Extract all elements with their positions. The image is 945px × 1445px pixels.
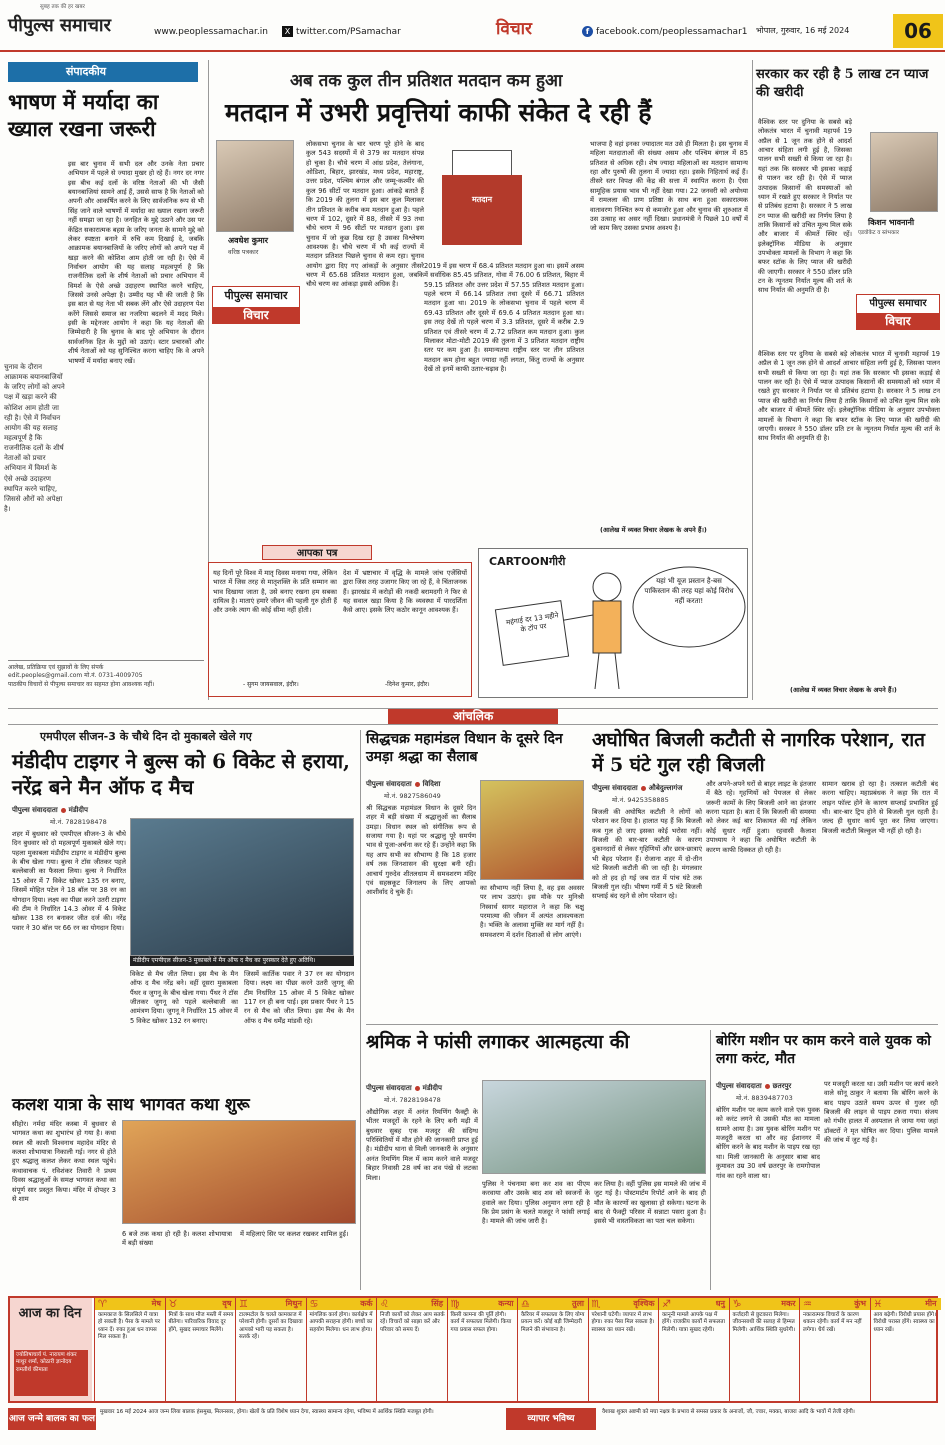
sports-caption: मंडीदीप एमपीएल सीजन-3 मुकाबले में मैन ऑफ द मैच का पुरस्कार देते हुए अतिथि। [130, 956, 354, 966]
masthead-logo: पीपुल्स समाचार [8, 15, 111, 36]
dot-icon [641, 786, 646, 791]
sports-body: शहर में बुधवार को एमपीएल सीजन-3 के चौथे दिन बुधवार को दो महत्वपूर्ण मुकाबले खेले गए। पहला मुकाबला मंडीदीप टाइगर व मंडीदीप बुल्स के बीच खेला गया। बुल्स ने टॉस जीतकर पहले बल्लेबाजी का फैसला लिया। बुल्स ने निर्धारित 15 ओवर में 7 विकेट खोकर 135 रन बनाए, जिसमें मोहित पटेल ने 18 बॉल पर 38 रन का योगदान दिया। लक्ष्य का पीछा करने उतरी टाइगर की टीम ने निर्धारित 14.3 ओवर में 4 विकेट खोकर 138 रन बनाकर जीत दर्ज की। नरेंद्र पवार ने 30 बॉल पर 66 रन का योगदान दिया। [12, 830, 126, 932]
suicide-credit [366, 1084, 442, 1093]
power-credit [592, 784, 682, 793]
rashi-text: कामकाज के सिलसिले में यात्रा हो सकती है। पैसा के मामले पर ध्यान दें। रुका हुआ धन वापस मिल सकता है। [98, 1312, 160, 1341]
siddhachakra-body: श्री सिद्धचक्र महामंडल विधान के दूसरे दिन शहर में बड़ी संख्या में श्रद्धालुओं का सैलाब उमड़ा। विधान स्थल को संगीतिक रूप से सजाया गया है। यहां पर श्रद्धालु पूरे समर्पण भाव से पूजा-अर्चना कर रहे हैं। उन्होंने कहा कि यह आप सभी का सौभाग्य है कि 18 हजार वर्ष तक जिनशासन की सुरक्षा बनी रही। आचार्य गुरुदेव शीतलधाम में समवशरण मंदिर एवं सहस्रकूट जिनालय के लिए आपको आशीर्वाद दे चुके हैं। [366, 804, 476, 897]
rashi-symbol-icon: ♎ [521, 1299, 530, 1310]
kalash-body-3: में महिलाएं सिर पर कलश रखकर शामिल हुईं। [240, 1230, 349, 1238]
rashi-12 [870, 1298, 941, 1401]
rashi-symbol-icon: ♊ [239, 1299, 248, 1310]
masthead [0, 0, 945, 52]
siddhachakra-headline: सिद्धचक्र महामंडल विधान के दूसरे दिन उमड़ा श्रद्धा का सैलाब [366, 731, 563, 766]
rashi-text: आय बढ़ेगी। विरोधी प्रयास होंगे। विरोधी परास्त होंगे। स्वास्थ्य का ध्यान रखें। [873, 1312, 937, 1333]
boring-credit-name: पीपुल्स संवाददाता [716, 1082, 762, 1090]
rashi-text: किसी कामना की पूर्ति होगी। कार्य में सफलता मिलेगी। किया गया प्रयास सफल होगा। [450, 1312, 512, 1333]
dot-icon [61, 808, 66, 813]
sports-body-2: विकेट से मैच जीत लिया। इस मैच के मैन ऑफ द मैच नरेंद्र बने। वहीं दूसरा मुकाबला पैंथर व जुगनू के बीच खेला गया। पैंथर ने टॉस जीतकर जुगनू को पहले बल्लेबाजी का आमंत्रण दिया। जुगनू ने निर्धारित 15 ओवर में 5 विकेट खोकर 132 रन बनाए। [130, 970, 238, 1025]
sports-credit-place: मंडीदीप [68, 806, 88, 814]
boring-headline: बोरिंग मशीन पर काम करने वाले युवक को लगा करंट, मौत [716, 1033, 931, 1068]
author-name: अवधेश कुमार [228, 236, 268, 245]
rashi-text: कैरियर में सफलता के लिए योग्य प्रयत्न करें। कोई बड़ी जिम्मेदारी मिलने की संभावना है। [521, 1312, 585, 1333]
suicide-photo [482, 1080, 706, 1174]
siddhachakra-body-2: का सौभाग्य नहीं लिया है, वह इस अवसर पर लाभ उठाएं। इस मौके पर मुनिश्री निस्वार्थ सागर महाराज ने कहा कि चक्षु परमात्मा की जीवन में अत्यंत आवश्यकता है। भक्ति के अलावा मुक्ति का मार्ग नहीं है। समवशरण में दर्शन दिशाओं से लोग आएंगे। [480, 884, 584, 939]
suicide-body-3: कर लिया है। वहीं पुलिस इस मामले की जांच में जुट गई है। पोस्टमार्टम रिपोर्ट आने के बाद ही मौत के कारणों का खुलासा हो सकेगा। घटना के बाद से फैक्ट्री परिसर में सन्नाटा पसरा हुआ है। इससे भी वास्तविकता का पता चल सकेगा। [594, 1180, 706, 1226]
power-body: बिजली की अघोषित कटौती ने लोगों को परेशान कर दिया है। हालात यह हैं कि बिजली कब गुल हो जाए इसका कोई भरोसा नहीं। बिजली की बार-बार कटौती के कारण दुकानदारों से लेकर गृहिणियों और छात्र-छात्राएं भी बेहद परेशान हैं। रोजाना शहर में दो-तीन घंटे बिजली कटौती की जा रही है। मंगलवार को तो हद हो गई जब रात में पांच घंटे तक बिजली गुल रही। भीषण गर्मी में 5 घंटे बिजली सप्लाई बंद रहने से लोग परेशान रहे। [592, 808, 702, 901]
suicide-body-2: पुलिस ने पंचनामा बना कर शव का पीएम करवाया और उसके बाद शव को स्वजनों के हवाले कर दिया। पुलिस अनुमान लगा रही है कि प्रेम प्रसंग के चलते मजदूर ने फांसी लगाई है। मामले की जांच जारी है। [482, 1180, 590, 1226]
dot-icon [415, 782, 420, 787]
rashi-name: वृश्चिक [589, 1298, 659, 1310]
rashi-11 [799, 1298, 870, 1401]
boring-mobile: मो.नं. 8839487703 [736, 1094, 793, 1102]
rashi-9 [658, 1298, 729, 1401]
kalash-photo [122, 1120, 356, 1224]
vichar-logo-right-label: विचार [857, 313, 939, 329]
letter-1-author: - सुगम जायसवाल, इंदौर। [243, 681, 299, 688]
boring-body: बोरिंग मशीन पर काम करने वाले एक युवक को करंट लगने से उसकी मौत का मामला सामने आया है। उस युवक बोरिंग मशीन पर मजदूरी करता था और वह ईशानगर में बोरिंग करने के बाद मशीन के पाइप रख रहा था। मिली जानकारी के अनुसार बाबा बाद कुमावत उम्र 30 वर्ष छतरपुर के रामगोपाल गांव का रहने वाला था। [716, 1106, 820, 1180]
rashi-symbol-icon: ♒ [803, 1299, 812, 1310]
siddhachakra-credit-place: विदिशा [422, 780, 441, 788]
rashi-7 [517, 1298, 588, 1401]
rashi-text: कर्जदारी से छुटकारा मिलेगा। जीवनसाथी की सलाह से हिम्मत मिलेगी। आर्थिक स्थिति सुधरेगी। [732, 1312, 796, 1333]
right-headline: सरकार कर रही है 5 लाख टन प्याज की खरीदी [756, 67, 929, 101]
issue-date: भोपाल, गुरुवार, 16 मई 2024 [756, 26, 850, 35]
rashi-3 [235, 1298, 306, 1401]
suicide-headline: श्रमिक ने फांसी लगाकर आत्महत्या की [366, 1031, 630, 1053]
kalash-headline: कलश यात्रा के साथ भागवत कथा शुरू [12, 1095, 250, 1115]
rashi-name: वृष [166, 1298, 236, 1310]
rashi-symbol-icon: ♈ [98, 1299, 107, 1310]
editorial-side-quote: चुनाव के दौरान आक्रामक बयानबाजियों के जरिए लोगों को अपने पक्ष में खड़ा करने की कोशिश आम होती जा रही है। ऐसे में निर्वाचन आयोग की यह सलाह महत्वपूर्ण है कि राजनीतिक दलों के शीर्ष नेताओं को प्रचार अभियान में विमर्श के ऐसे अच्छे उदाहरण स्थापित करने चाहिए, जिससे औरों को अपेक्षा है। [4, 363, 65, 513]
vichar-logo-right [856, 294, 940, 330]
rashi-symbol-icon: ♓ [873, 1299, 883, 1310]
rashi-1 [94, 1298, 165, 1401]
editorial-footer: आलेख, प्रतिक्रिया एवं सुझावों के लिए संपर्क edit.peoples@gmail.com मो.नं. 0731-4009705 पाठकीय विचारों से पीपुल्स समाचार का सहमत होना आवश्यक नहीं। [8, 660, 204, 689]
rashi-name: मेष [95, 1298, 165, 1310]
author-photo [216, 140, 294, 232]
sports-photo [130, 818, 354, 956]
rashi-text: मित्रों के साथ मौज मस्ती में समय बीतेगा। पारिवारिक विवाद दूर होंगे, सुखद समाचार मिलेंगे। [168, 1312, 234, 1333]
vichar-logo [212, 286, 300, 324]
trade-label: व्यापार भविष्य [506, 1408, 596, 1430]
rashi-text: टालमटोल के चलते कामकाज में परेशानी होगी। दूसरों का दिखावा आपको भारी पड़ सकता है। सतर्क रहें। [239, 1312, 303, 1341]
dot-icon [415, 1086, 420, 1091]
author-photo-right [870, 132, 938, 212]
x-icon: X [282, 26, 293, 37]
facebook-handle: facebook.com/peoplessamachar1 [596, 27, 748, 37]
editorial-headline: भाषण में मर्यादा का ख्याल रखना जरूरी [8, 89, 159, 142]
cartoon-title: CARTOONगीरी [489, 555, 566, 568]
page-number: 06 [893, 14, 943, 48]
editorial-body: इस बार चुनाव में सभी दल और उनके नेता प्रचार अभियान में पहले से ज्यादा मुखर हो रहे हैं। नगर दर नगर इस बीच कई दलों के वरिष्ठ नेताओं की भी जैसी बयानबाजियां सामने आई हैं, उससे साफ है कि नेताओं को अपनी और आकर्षित करने के लिए सार्वजनिक रूप से भी सिंह जाने वाले भाषणों में मर्यादा का ख्याल रखना जरूरी नहीं समझा जा रहा है। जनहित के मुद्दे उठाने और उस पर केंद्रित सकारात्मक बहस के जरिए जनता के सामने मुद्दे को लेकर स्पष्टता बनाने में रुचि कम दिखाई दे, जबकि आक्रामक बयानबाजियों के जरिए लोगों को अपने पक्ष में खड़ा करने की कोशिश आम होती जा रही है। ऐसे में निर्वाचन आयोग की यह सलाह महत्वपूर्ण है कि राजनीतिक दलों के शीर्ष नेताओं को प्रचार अभियान में विमर्श के ऐसे अच्छे उदाहरण स्थापित करने चाहिए, जिससे उनसे अपेक्षा है। उम्मीद यह भी की जाती है कि इस बात से यह नेता भी सबक लेंगे और ऐसे उदाहरण पेश करेंगे जिससे समाज का नजरिया बदलने में मदद मिले। इसी के मद्देनजर आयोग ने कहा कि यह नेताओं की जिम्मेदारी है कि चुनाव के बाद पूरे अभियान के दौरान सार्वजनिक हित के मुद्दों को उठाएं। स्टार प्रचारकों और शीर्ष नेताओं को यह सुनिश्चित करना चाहिए कि वे अपने भाषणों में मर्यादा बनाए रखें। [68, 160, 204, 365]
bottom-strip [8, 1408, 938, 1430]
sports-credit-name: पीपुल्स संवाददाता [12, 806, 58, 814]
letters-title: आपका पत्र [262, 545, 372, 560]
rashi-text: कानूनी मामले आपके पक्ष में होंगे। राजकीय कार्यों में सफलता मिलेगी। यात्रा सुखद रहेगी। [662, 1312, 725, 1333]
facebook-icon: f [582, 26, 593, 37]
sports-credit [12, 806, 88, 815]
siddhachakra-credit [366, 780, 440, 789]
rashi-text: नकारात्मक विचारों के कारण थकान रहेगी। कार्य में मन नहीं लगेगा। धैर्य रखें। [803, 1312, 862, 1333]
rashi-text: निजी कार्यों को लेकर आप सतर्क रहें। विचारों को साझा करें और परिवार को समय दें। [380, 1312, 445, 1333]
twitter-handle: twitter.com/PSamachar [296, 27, 401, 37]
main-kicker: अब तक कुल तीन प्रतिशत मतदान कम हुआ [290, 71, 563, 91]
author-role: वरिष्ठ पत्रकार [228, 248, 259, 256]
main-col-3: भाजपा है वहां इनका ज्यादातर मत उसे ही मिलता है। इस चुनाव में महिला मतदाताओं की संख्या असम और पश्चिम बंगाल में 85 प्रतिशत से अधिक रही। शेष ज्यादा महिलाओं का मतदान सामान्य रहा और पुरुषों की तुलना में ज्यादा रहा। इसके निहितार्थ कई हैं। तीसरे स्तर विपक्ष की केंद्र की सत्ता में स्थापित करना है। ऐसा सामूहिक प्रयास भाव भी नहीं देखा गया। 22 जनवरी को अयोध्या में रामलला की प्राण प्रतिष्ठा के साथ बना हुआ सकारात्मक वातावरण निश्चित रूप से कमजोर हुआ और चुनाव की शुरुआत में उस उत्साह का असर नहीं दिखा। प्रधानमंत्री ने पिछले 10 वर्षों में जो काम किए उसका प्रभाव अवश्य है। [590, 140, 748, 233]
website-link[interactable]: www.peoplessamachar.in [154, 27, 268, 37]
aaj-ka-din-detail: ज्योतिषाचार्य पं. नारायण शंकर माथुर शर्मा, कोठारी ज्ञानोदय रामतीर्थ कीमाता [14, 1350, 88, 1396]
rashi-name: मिथुन [236, 1298, 306, 1310]
boring-credit-place: छतरपुर [772, 1082, 792, 1090]
suicide-mobile: मो.नं. 7828198478 [384, 1096, 441, 1104]
rashi-5 [376, 1298, 447, 1401]
rashi-6 [447, 1298, 518, 1401]
rashi-symbol-icon: ♏ [591, 1299, 601, 1310]
editorial-label: संपादकीय [8, 62, 198, 82]
main-col-3-end: (आलेख में व्यक्त विचार लेखक के अपने हैं।) [600, 526, 707, 534]
rashi-2 [165, 1298, 236, 1401]
siddhachakra-mobile: मो.नं. 9827586049 [384, 792, 441, 800]
ballot-box-illustration [432, 140, 532, 260]
right-body-cont: वैश्विक स्तर पर दुनिया के सबसे बड़े लोकतंत्र भारत में चुनावी महापर्व 19 अप्रैल से 1 जून तक होने से आदर्श आचार संहिता लगी हुई है, जिसका पालन सभी सख्ती से किया जा रहा है। यहां तक कि सरकार भी इसका कड़ाई से पालन कर रही है। ऐसे में प्याज उत्पादक किसानों की समस्याओं को ध्यान में रखते हुए सरकार ने निर्यात पर से प्रतिबंध हटाया है। सरकार ने 5 लाख टन प्याज की खरीदी का निर्णय लिया है ताकि किसानों को उचित मूल्य मिल सके और बाजार में कीमतें स्थिर रहें। इलेक्ट्रॉनिक मीडिया के अनुसार उपभोक्ता मामलों के विभाग ने कहा कि बफर स्टॉक के लिए प्याज की खरीदी की जाएगी। सरकार ने 550 डॉलर प्रति टन के न्यूनतम निर्यात मूल्य की शर्त के साथ निर्यात की अनुमति दी है। [758, 350, 940, 443]
birth-text: मुखवार 16 मई 2024 आज जन्म लिया बालक हंसमुख, मिलनसार, होगा। खेलों के प्रति विशेष ध्यान देगा, स्वास्थ्य सामान्य रहेगा, भविष्य में आर्थिक स्थिति मजबूत होगी। [100, 1409, 434, 1415]
kalash-body: सीहोर। नर्मदा मंदिर कस्बा में बुधवार से भागवत कथा का शुभारंभ हो गया है। कथा स्थल श्री काशी विश्वनाथ महादेव मंदिर से कलश शोभायात्रा निकाली गई। नगर से होते हुए श्रद्धालु कलश लेकर कथा स्थल पहुंचे। कथावाचक पं. रविशंकर तिवारी ने प्रथम दिवस श्रद्धालुओं के समक्ष भागवत कथा का संपूर्ण सार प्रस्तुत किया। मंदिर में दोपहर 3 से शाम [12, 1120, 116, 1203]
sports-headline: मंडीदीप टाइगर ने बुल्स को 6 विकेट से हराया, नरेंद्र बने मैन ऑफ द मैच [12, 749, 350, 799]
suicide-body: औद्योगिक शहर में अनंत रिमणिंग फैक्ट्री के भीतर मजदूरों के रहने के लिए बनी मढ़ी में बुधवार सुबह एक मजदूर की संदिग्ध परिस्थितियों में मौत होने की जानकारी प्राप्त हुई है। मंडीदीप थाना से मिली जानकारी के अनुसार अनंत रिमणिंग मिल में काम करने वाले मजदूर बिहार निवासी 28 वर्ष का शव पंखे से लटका मिला। [366, 1108, 478, 1182]
column-rule [710, 1030, 711, 1290]
letter-2-author: -दिनेश कुमार, इंदौर। [385, 681, 430, 688]
section-bar [8, 708, 938, 725]
rashi-name: मीन [871, 1298, 941, 1310]
right-end: (आलेख में व्यक्त विचार लेखक के अपने हैं।) [790, 686, 897, 694]
twitter-link[interactable] [282, 26, 401, 38]
cartoon-box [478, 548, 748, 698]
rashi-name: कुंभ [800, 1298, 870, 1310]
masthead-tagline: सुबह तक की हर खबर [40, 4, 85, 10]
sports-mobile: मो.नं. 7828198478 [50, 818, 107, 826]
trade-text: वैशाख शुक्ल अष्टमी को मघा नक्षत्र के प्रभाव से समस्त प्रकार के अनाजों, जौ, ज्वार, मक्का, बाजरा आदि के भावों में तेजी रहेगी। [602, 1409, 855, 1415]
horoscope-panel [8, 1296, 938, 1403]
power-credit-name: पीपुल्स संवाददाता [592, 784, 638, 792]
dot-icon [765, 1084, 770, 1089]
rashi-name: धनु [659, 1298, 729, 1310]
main-col-2: 2019 में इस चरण में 68.4 प्रतिशत मतदान हुआ था। इसमें असम में सर्वाधिक 85.45 प्रतिशत, गोवा में 76.00 6 प्रतिशत, बिहार में 59.15 प्रतिशत और उत्तर प्रदेश में 57.55 प्रतिशत मतदान हुआ। पहले चरण में 66.14 प्रतिशत तथा दूसरे में 66.71 प्रतिशत मतदान हुआ था। 2019 के लोकसभा चुनाव में पहले चरण में 69.43 प्रतिशत और दूसरे में 69.6 4 प्रतिशत मतदान हुआ था। इस तरह देखें तो पहले चरण में 3.3 प्रतिशत, दूसरे में करीब 2.9 प्रतिशत एवं तीसरे चरण में 2.72 प्रतिशत कम मतदान हुआ। कुल मिलाकर मोटा-मोटी 2019 की तुलना में 3 प्रतिशत मतदान राष्ट्रीय स्तर पर कम हुआ है। समान्यतया राष्ट्रीय स्तर पर तीन प्रतिशत मतदान कम होना बहुत ज्यादा नहीं लगता, किंतु राज्यों के अनुसार देखें तो इनमें काफी उतार-चढ़ाव है। [424, 262, 584, 373]
rashi-10 [729, 1298, 800, 1401]
siddhachakra-photo [480, 780, 584, 880]
right-author-role: एडवोकेट व स्तंभकार [858, 230, 900, 236]
vichar-logo-label: विचार [213, 307, 299, 323]
vichar-logo-right-title: पीपुल्स समाचार [869, 298, 927, 309]
rashi-symbol-icon: ♉ [168, 1299, 178, 1310]
cartoon-sign: महंगाई दर 13 महीने के टॉप पर [505, 611, 559, 635]
main-col-1: लोकसभा चुनाव के चार चरण पूरे होने के बाद कुल 543 सदस्यों में से 379 का मतदान संपन्न हो चुका है। चौथे चरण में आंध्र प्रदेश, तेलंगाना, ओडिशा, बिहार, झारखंड, मध्य प्रदेश, महाराष्ट्र, उत्तर प्रदेश, पश्चिम बंगाल और जम्मू-कश्मीर की कुल 96 सीटों पर मतदान हुआ। आंकड़े बताते हैं कि 2019 की तुलना में इस बार कुल मिलाकर तीन प्रतिशत के करीब कम मतदान हुआ है। पहले चरण में 102, दूसरे में 88, तीसरे में 93 तथा चौथे चरण में 96 सीटों पर मतदान हुआ। इस चुनाव में जो कुछ दिख रहा है उसका विश्लेषण आवश्यक है। चौथे चरण में भी कई राज्यों में मतदान प्रतिशत पिछले चुनाव से कम रहा। चुनाव आयोग द्वारा दिए गए आंकड़ों के अनुसार तीसरे चरण में 65.68 प्रतिशत मतदान हुआ, जबकि चौथे चरण का आंकड़ा इससे अधिक है। [306, 140, 424, 289]
letters-box [208, 562, 472, 697]
right-body: वैश्विक स्तर पर दुनिया के सबसे बड़े लोकतंत्र भारत में चुनावी महापर्व 19 अप्रैल से 1 जून तक होने से आदर्श आचार संहिता लगी हुई है, जिसका पालन सभी सख्ती से किया जा रहा है। यहां तक कि सरकार भी इसका कड़ाई से पालन कर रही है। ऐसे में प्याज उत्पादक किसानों की समस्याओं को ध्यान में रखते हुए सरकार ने निर्यात पर से प्रतिबंध हटाया है। सरकार ने 5 लाख टन प्याज की खरीदी का निर्णय लिया है ताकि किसानों को उचित मूल्य मिल सके और बाजार में कीमतें स्थिर रहें। इलेक्ट्रॉनिक मीडिया के अनुसार उपभोक्ता मामलों के विभाग ने कहा कि बफर स्टॉक के लिए प्याज की खरीदी की जाएगी। सरकार ने 550 डॉलर प्रति टन के न्यूनतम निर्यात मूल्य की शर्त के साथ निर्यात की अनुमति दी है। [758, 118, 852, 295]
rashi-name: कन्या [448, 1298, 518, 1310]
column-rule [752, 60, 753, 700]
rashi-8 [588, 1298, 659, 1401]
rashi-symbol-icon: ♌ [380, 1299, 389, 1310]
power-credit-place: औबेदुल्लागंज [648, 784, 683, 792]
birth-label: आज जन्मे बालक का फल [8, 1408, 96, 1430]
rashi-text: मांगलिक कार्य होगा। कार्यक्षेत्र में आपकी सराहना होगी। बच्चों का सहयोग मिलेगा। धन लाभ होगा। [309, 1312, 373, 1333]
suicide-credit-name: पीपुल्स संवाददाता [366, 1084, 412, 1092]
rashi-symbol-icon: ♐ [662, 1299, 671, 1310]
ballot-box [442, 175, 522, 245]
vichar-logo-title: पीपुल्स समाचार [224, 289, 288, 302]
column-rule [360, 730, 361, 1290]
rashi-4 [306, 1298, 377, 1401]
letter-1: यह दिनों पूरे विश्व में मातृ दिवस मनाया गया, लेकिन भारत में जिस तरह से मातृशक्ति के प्रति सम्मान का भाव दिखाया जाता है, उसे बनाए रखना हम सबका दायित्व है। माताएं हमारे जीवन की पहली गुरु होती हैं और उनके त्याग की कोई सीमा नहीं होती। [213, 569, 337, 615]
ballot-label: मतदान [471, 195, 493, 204]
aaj-ka-din-title: आज का दिन [18, 1306, 82, 1321]
rashi-symbol-icon: ♋ [309, 1299, 319, 1310]
rashi-text: परेशानी घटेगी। व्यापार में लाभ होगा। रुका पैसा मिल सकता है। स्वास्थ्य का ध्यान रखें। [591, 1312, 655, 1333]
facebook-link[interactable] [582, 26, 748, 38]
suicide-credit-place: मंडीदीप [422, 1084, 442, 1092]
siddhachakra-credit-name: पीपुल्स संवाददाता [366, 780, 412, 788]
power-body-3: सामान खराब हो रहा है। तत्काल कटौती बंद करना चाहिए। महाप्रबंधक ने कहा कि रात में लाइन फॉल्ट होने के कारण सप्लाई प्रभावित हुई थी। बार-बार ट्रिप होने से बिजली गुल रहती है। जल्द ही सुधार कार्य पूरा कर लिया जाएगा। बिजली कटौती बिल्कुल भी नहीं हो रही है। [822, 780, 938, 835]
rashi-name: सिंह [377, 1298, 447, 1310]
rashi-symbol-icon: ♑ [732, 1299, 742, 1310]
kalash-body-2: 6 बजे तक कथा हो रही है। कलश शोभायात्रा में बड़ी संख्या [122, 1230, 232, 1248]
letter-2: देश में भ्रष्टाचार में वृद्धि के मामले जांच एजेंसियों द्वारा जिस तरह उजागर किए जा रहे हैं, वे चिंताजनक हैं। झारखंड में करोड़ों की नकदी बरामदगी ने फिर से यह सवाल खड़ा किया है कि व्यवस्था में पारदर्शिता कैसे आए। इसके लिए कठोर कानून आवश्यक हैं। [343, 569, 467, 615]
cartoon-bubble: यहां भी यूज प्रस्तान है-बस पाकिस्तान की तरह यहां कोई विरोध नहीं करता! [644, 577, 734, 605]
rashi-name: कर्क [307, 1298, 377, 1310]
right-author-name: किशन भावनानी [868, 218, 915, 227]
row-rule [366, 1024, 938, 1025]
rashi-symbol-icon: ♍ [450, 1299, 460, 1310]
boring-credit [716, 1082, 791, 1091]
main-headline: मतदान में उभरी प्रवृत्तियां काफी संकेत दे रही हैं [225, 98, 652, 127]
section-label: आंचलिक [388, 709, 558, 724]
aaj-ka-din-box [10, 1298, 92, 1401]
section-title: विचार [496, 19, 533, 39]
boring-body-2: पर मजदूरी करता था। उसी मशीन पर कार्य करने वाले सोनू ठाकुर ने बताया कि बोरिंग करने के बाद पाइप उठाते समय ऊपर से गुजर रही बिजली की लाइन से पाइप टकरा गया। संजय को गंभीर हालत में अस्पताल ले जाया गया जहां डॉक्टरों ने मृत घोषित कर दिया। पुलिस मामले की जांच में जुट गई है। [824, 1080, 938, 1145]
rashi-name: मकर [730, 1298, 800, 1310]
rashi-name: तुला [518, 1298, 588, 1310]
power-body-2: और अपने-अपने घरों से बाहर लाइट के इंतजार में बैठे रहे। गृहणियों को पेयजल से लेकर जरूरी कामों के लिए बिजली आने का इंतजार करना पड़ता है। बता दें कि बिजली की समस्या को लेकर कई बार शिकायत की गई लेकिन कोई सुधार नहीं हुआ। रहवासी कैलाश उपाध्याय ने कहा कि अघोषित कटौती के कारण काफी दिक्कत हो रही है। [706, 780, 816, 854]
sports-kicker: एमपीएल सीजन-3 के चौथे दिन दो मुकाबले खेले गए [40, 730, 252, 743]
sports-body-3: जिसमें कार्तिक पवार ने 37 रन का योगदान दिया। लक्ष्य का पीछा करने उतरी जुगनू की टीम निर्धारित 15 ओवर में 5 विकेट खोकर 117 रन ही बना पाई। इस प्रकार पैंथर ने 15 रन से मैच को जीत लिया। इस मैच के मैन ऑफ द मैच धर्मेंद्र मांडवी रहे। [244, 970, 354, 1025]
power-headline: अघोषित बिजली कटौती से नागरिक परेशान, रात में 5 घंटे गुल रही बिजली [592, 729, 925, 776]
power-mobile: मो.नं. 9425358885 [612, 796, 669, 804]
